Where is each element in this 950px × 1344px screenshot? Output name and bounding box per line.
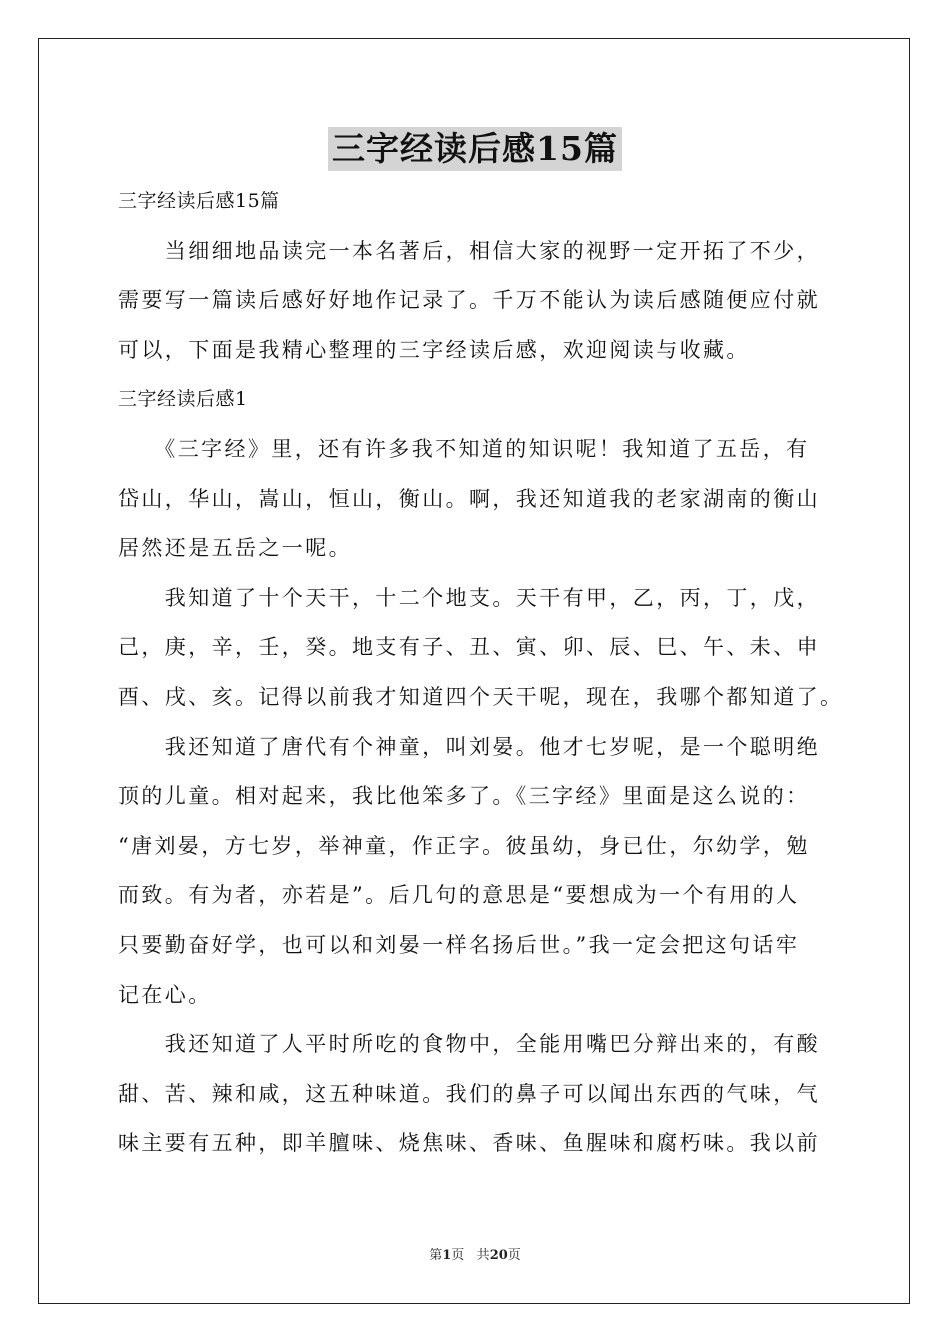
body-line: 己，庚，辛，壬，癸。地支有子、丑、寅、卯、辰、巳、午、未、申 [118, 635, 820, 660]
body-line: 当细细地品读完一本名著后，相信大家的视野一定开拓了不少， [118, 238, 820, 263]
page-footer [0, 1244, 950, 1263]
body-line: 我还知道了唐代有个神童，叫刘晏。他才七岁呢，是一个聪明绝 [118, 734, 820, 759]
body-line: 《三字经》里，还有许多我不知道的知识呢！我知道了五岳，有 [118, 436, 810, 461]
body-line: 记在心。 [118, 982, 212, 1007]
body-line: 居然还是五岳之一呢。 [118, 536, 352, 561]
page-prefix: 第 [429, 1248, 443, 1263]
body-line: 岱山，华山，嵩山，恒山，衡山。啊，我还知道我的老家湖南的衡山 [118, 486, 820, 511]
page-number: 1 [442, 1248, 452, 1263]
document-body [118, 177, 858, 1169]
body-line: 酉、戌、亥。记得以前我才知道四个天干呢，现在，我哪个都知道了。 [118, 684, 844, 709]
section-heading: 三字经读后感15篇 [118, 190, 280, 212]
title-container [0, 127, 950, 171]
total-prefix: 共 [476, 1248, 490, 1263]
section-heading: 三字经读后感1 [118, 388, 248, 411]
body-line: 只要勤奋好学，也可以和刘晏一样名扬后世。”我一定会把这句话牢 [118, 932, 800, 957]
body-line: 甜、苦、辣和咸，这五种味道。我们的鼻子可以闻出东西的气味，气 [118, 1081, 820, 1106]
total-suffix: 页 [507, 1248, 521, 1263]
body-line: 而致。有为者，亦若是”。后几句的意思是“要想成为一个有用的人 [118, 883, 800, 908]
body-line: 需要写一篇读后感好好地作记录了。千万不能认为读后感随便应付就 [118, 288, 820, 313]
page-suffix: 页 [451, 1248, 465, 1263]
body-line: 顶的儿童。相对起来，我比他笨多了。《三字经》里面是这么说的： [118, 784, 810, 809]
body-line: 味主要有五种，即羊膻味、烧焦味、香味、鱼腥味和腐朽味。我以前 [118, 1131, 820, 1156]
total-pages: 20 [489, 1248, 508, 1263]
document-title: 三字经读后感15篇 [328, 127, 622, 171]
body-line: 我还知道了人平时所吃的食物中，全能用嘴巴分辩出来的，有酸 [118, 1032, 820, 1057]
body-line: “唐刘晏，方七岁，举神童，作正字。彼虽幼，身已仕，尔幼学，勉 [118, 833, 810, 858]
body-line: 可以，下面是我精心整理的三字经读后感，欢迎阅读与收藏。 [118, 337, 750, 362]
body-line: 我知道了十个天干，十二个地支。天干有甲，乙，丙，丁，戊， [118, 585, 820, 610]
